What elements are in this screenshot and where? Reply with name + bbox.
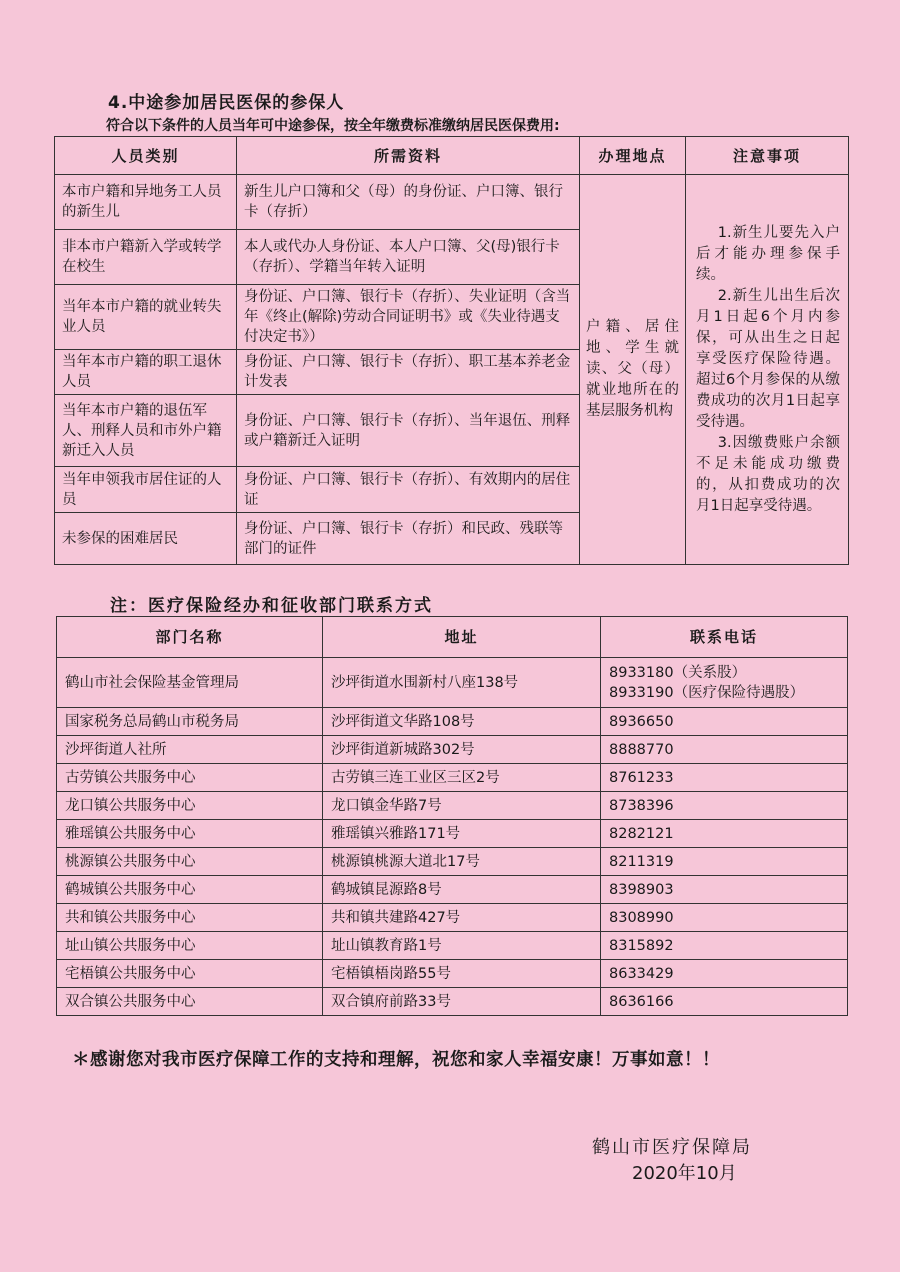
address-cell: 双合镇府前路33号 [323,988,601,1016]
signature-date: 2020年10月 [632,1163,737,1184]
thanks-message: ＊感谢您对我市医疗保障工作的支持和理解，祝您和家人幸福安康！万事如意！！ [72,1050,720,1070]
phone-line: 8933180（关系股） [609,664,747,681]
contacts-title: 注：医疗保险经办和征收部门联系方式 [110,596,433,616]
header-materials: 所需资料 [237,137,580,175]
header-category: 人员类别 [55,137,237,175]
table-row [57,764,848,792]
address-cell: 古劳镇三连工业区三区2号 [323,764,601,792]
note-item: 2.新生儿出生后次月1日起6个月内参保，可从出生之日起享受医疗保险待遇。超过6个月参保的从缴费成功的次月1日起享受待遇。 [696,287,840,430]
category-cell: 未参保的困难居民 [55,513,237,565]
materials-cell: 身份证、户口簿、银行卡（存折）、当年退伍、刑释或户籍新迁入证明 [237,395,580,467]
materials-cell: 新生儿户口簿和父（母）的身份证、户口簿、银行卡（存折） [237,175,580,230]
header-notes: 注意事项 [686,137,849,175]
section-title: 4.中途参加居民医保的参保人 [108,93,345,113]
table-row [57,988,848,1016]
department-cell: 共和镇公共服务中心 [57,904,323,932]
category-cell: 非本市户籍新入学或转学在校生 [55,230,237,285]
category-cell: 本市户籍和异地务工人员的新生儿 [55,175,237,230]
table-row [57,932,848,960]
signature-org: 鹤山市医疗保障局 [592,1137,752,1158]
phone-cell: 8633429 [601,960,848,988]
enrollment-table [54,136,849,565]
table-row [57,848,848,876]
address-cell: 宅梧镇梧岗路55号 [323,960,601,988]
header-address: 地址 [323,617,601,658]
department-cell: 址山镇公共服务中心 [57,932,323,960]
address-cell: 共和镇共建路427号 [323,904,601,932]
materials-cell: 身份证、户口簿、银行卡（存折）和民政、残联等部门的证件 [237,513,580,565]
department-cell: 古劳镇公共服务中心 [57,764,323,792]
table-row [57,708,848,736]
phone-cell: 8888770 [601,736,848,764]
table-row [55,175,849,230]
department-cell: 宅梧镇公共服务中心 [57,960,323,988]
department-cell: 龙口镇公共服务中心 [57,792,323,820]
materials-cell: 身份证、户口簿、银行卡（存折）、有效期内的居住证 [237,467,580,513]
header-location: 办理地点 [580,137,686,175]
section-subtitle: 符合以下条件的人员当年可中途参保，按全年缴费标准缴纳居民医保费用: [106,118,560,134]
phone-cell [601,658,848,708]
address-cell: 龙口镇金华路7号 [323,792,601,820]
department-cell: 桃源镇公共服务中心 [57,848,323,876]
address-cell: 雅瑶镇兴雅路171号 [323,820,601,848]
category-cell: 当年本市户籍的职工退休人员 [55,350,237,395]
address-cell: 鹤城镇昆源路8号 [323,876,601,904]
department-cell: 鹤城镇公共服务中心 [57,876,323,904]
department-cell: 国家税务总局鹤山市税务局 [57,708,323,736]
phone-cell: 8211319 [601,848,848,876]
enrollment-table-header [55,137,849,175]
phone-cell: 8636166 [601,988,848,1016]
note-item: 1.新生儿要先入户后才能办理参保手续。 [696,224,840,283]
phone-cell: 8738396 [601,792,848,820]
header-phone: 联系电话 [601,617,848,658]
department-cell: 鹤山市社会保险基金管理局 [57,658,323,708]
table-row [57,904,848,932]
materials-cell: 身份证、户口簿、银行卡（存折）、失业证明（含当年《终止(解除)劳动合同证明书》或《失业待遇支付决定书》） [237,285,580,350]
department-cell: 雅瑶镇公共服务中心 [57,820,323,848]
note-item: 3.因缴费账户余额不足未能成功缴费的，从扣费成功的次月1日起享受待遇。 [696,434,840,514]
department-cell: 双合镇公共服务中心 [57,988,323,1016]
category-cell: 当年申领我市居住证的人员 [55,467,237,513]
table-row [57,876,848,904]
address-cell: 沙坪街道水围新村八座138号 [323,658,601,708]
notes-cell [686,175,849,565]
address-cell: 址山镇教育路1号 [323,932,601,960]
address-cell: 沙坪街道文华路108号 [323,708,601,736]
phone-line: 8933190（医疗保险待遇股） [609,684,805,701]
materials-cell: 身份证、户口簿、银行卡（存折）、职工基本养老金计发表 [237,350,580,395]
table-row [57,658,848,708]
address-cell: 沙坪街道新城路302号 [323,736,601,764]
table-row [57,820,848,848]
department-cell: 沙坪街道人社所 [57,736,323,764]
materials-cell: 本人或代办人身份证、本人户口簿、父(母)银行卡（存折）、学籍当年转入证明 [237,230,580,285]
location-cell: 户籍、居住地、学生就读、父（母）就业地所在的基层服务机构 [580,175,686,565]
phone-cell: 8282121 [601,820,848,848]
contacts-table-header [57,617,848,658]
contacts-table [56,616,848,1016]
table-row [57,792,848,820]
table-row [57,736,848,764]
phone-cell: 8398903 [601,876,848,904]
phone-cell: 8761233 [601,764,848,792]
category-cell: 当年本市户籍的退伍军人、刑释人员和市外户籍新迁入人员 [55,395,237,467]
phone-cell: 8315892 [601,932,848,960]
phone-cell: 8936650 [601,708,848,736]
category-cell: 当年本市户籍的就业转失业人员 [55,285,237,350]
table-row [57,960,848,988]
header-department: 部门名称 [57,617,323,658]
phone-cell: 8308990 [601,904,848,932]
address-cell: 桃源镇桃源大道北17号 [323,848,601,876]
